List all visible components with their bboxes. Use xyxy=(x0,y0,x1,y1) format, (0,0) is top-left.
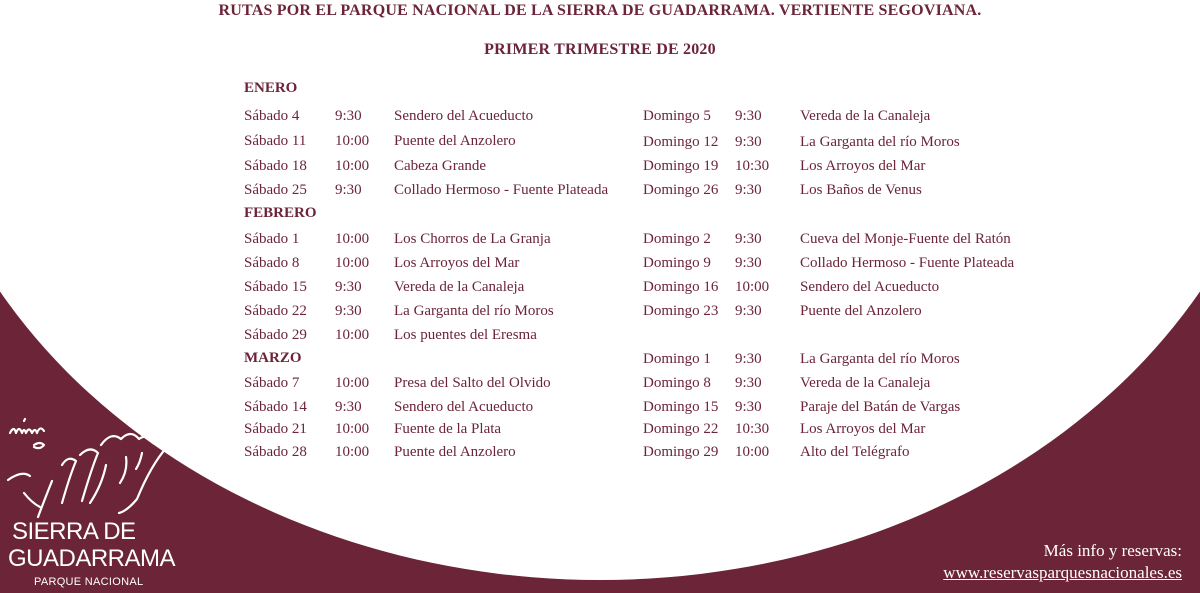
saturday-route: Los puentes del Eresma xyxy=(394,327,537,343)
saturday-time: 9:30 xyxy=(335,279,362,295)
sunday-day: Domingo 15 xyxy=(643,399,719,415)
sunday-time: 9:30 xyxy=(735,303,762,319)
page-subtitle: PRIMER TRIMESTRE DE 2020 xyxy=(484,41,716,58)
saturday-route: Puente del Anzolero xyxy=(394,444,516,460)
saturday-day: Sábado 14 xyxy=(244,399,307,415)
sunday-day: Domingo 22 xyxy=(643,421,719,437)
sunday-route: Los Arroyos del Mar xyxy=(800,158,926,174)
sunday-time: 9:30 xyxy=(735,182,762,198)
sunday-route: Alto del Telégrafo xyxy=(800,444,910,460)
sunday-time: 10:00 xyxy=(735,444,770,460)
saturday-route: Collado Hermoso - Fuente Plateada xyxy=(394,182,609,198)
sunday-time: 10:30 xyxy=(735,158,770,174)
sunday-day: Domingo 1 xyxy=(643,351,711,367)
sunday-route: La Garganta del río Moros xyxy=(800,134,960,150)
page-title: RUTAS POR EL PARQUE NACIONAL DE LA SIERRA DE GUADARRAMA. VERTIENTE SEGOVIANA. xyxy=(218,2,982,19)
sunday-day: Domingo 5 xyxy=(643,108,711,124)
saturday-time: 9:30 xyxy=(335,182,362,198)
saturday-route: La Garganta del río Moros xyxy=(394,303,554,319)
sunday-route: Cueva del Monje-Fuente del Ratón xyxy=(800,231,1011,247)
sunday-route: Vereda de la Canaleja xyxy=(800,108,931,124)
sunday-time: 9:30 xyxy=(735,134,762,150)
sunday-day: Domingo 12 xyxy=(643,134,719,150)
month-heading: ENERO xyxy=(244,80,298,96)
sunday-time: 9:30 xyxy=(735,255,762,271)
saturday-time: 10:00 xyxy=(335,421,370,437)
saturday-day: Sábado 18 xyxy=(244,158,307,174)
saturday-route: Puente del Anzolero xyxy=(394,133,516,149)
sunday-route: Vereda de la Canaleja xyxy=(800,375,931,391)
saturday-route: Cabeza Grande xyxy=(394,158,487,174)
sunday-day: Domingo 23 xyxy=(643,303,719,319)
logo-text-line3: PARQUE NACIONAL xyxy=(34,576,144,588)
sunday-time: 9:30 xyxy=(735,108,762,124)
sunday-time: 9:30 xyxy=(735,351,762,367)
saturday-time: 9:30 xyxy=(335,108,362,124)
saturday-time: 10:00 xyxy=(335,375,370,391)
sunday-time: 10:30 xyxy=(735,421,770,437)
sunday-day: Domingo 9 xyxy=(643,255,711,271)
sunday-route: Puente del Anzolero xyxy=(800,303,922,319)
saturday-day: Sábado 15 xyxy=(244,279,307,295)
sunday-day: Domingo 29 xyxy=(643,444,719,460)
saturday-route: Los Chorros de La Granja xyxy=(394,231,551,247)
saturday-day: Sábado 8 xyxy=(244,255,300,271)
saturday-day: Sábado 22 xyxy=(244,303,307,319)
saturday-day: Sábado 25 xyxy=(244,182,307,198)
saturday-route: Presa del Salto del Olvido xyxy=(394,375,551,391)
sunday-route: Los Arroyos del Mar xyxy=(800,421,926,437)
sunday-day: Domingo 8 xyxy=(643,375,711,391)
sunday-day: Domingo 2 xyxy=(643,231,711,247)
logo-text-line1: SIERRA DE xyxy=(12,518,136,545)
reservation-link[interactable]: www.reservasparquesnacionales.es xyxy=(943,563,1182,582)
saturday-time: 10:00 xyxy=(335,158,370,174)
saturday-day: Sábado 7 xyxy=(244,375,300,391)
sunday-day: Domingo 26 xyxy=(643,182,719,198)
saturday-day: Sábado 11 xyxy=(244,133,307,149)
sunday-day: Domingo 19 xyxy=(643,158,719,174)
sunday-day: Domingo 16 xyxy=(643,279,719,295)
saturday-time: 9:30 xyxy=(335,399,362,415)
saturday-route: Vereda de la Canaleja xyxy=(394,279,525,295)
saturday-time: 10:00 xyxy=(335,327,370,343)
saturday-day: Sábado 29 xyxy=(244,327,307,343)
saturday-day: Sábado 1 xyxy=(244,231,300,247)
sunday-route: Sendero del Acueducto xyxy=(800,279,940,295)
sunday-route: Paraje del Batán de Vargas xyxy=(800,399,961,415)
saturday-route: Los Arroyos del Mar xyxy=(394,255,520,271)
sunday-route: Collado Hermoso - Fuente Plateada xyxy=(800,255,1015,271)
saturday-time: 10:00 xyxy=(335,444,370,460)
sunday-time: 9:30 xyxy=(735,399,762,415)
month-heading: MARZO xyxy=(244,350,302,366)
month-heading: FEBRERO xyxy=(244,205,317,221)
saturday-time: 10:00 xyxy=(335,255,370,271)
sunday-time: 9:30 xyxy=(735,231,762,247)
saturday-day: Sábado 28 xyxy=(244,444,307,460)
saturday-time: 10:00 xyxy=(335,231,370,247)
sunday-time: 10:00 xyxy=(735,279,770,295)
logo-text-line2: GUADARRAMA xyxy=(8,545,176,572)
sunday-route: Los Baños de Venus xyxy=(800,182,922,198)
saturday-time: 9:30 xyxy=(335,303,362,319)
sunday-route: La Garganta del río Moros xyxy=(800,351,960,367)
saturday-route: Sendero del Acueducto xyxy=(394,399,534,415)
saturday-day: Sábado 21 xyxy=(244,421,307,437)
saturday-day: Sábado 4 xyxy=(244,108,300,124)
sunday-time: 9:30 xyxy=(735,375,762,391)
saturday-route: Fuente de la Plata xyxy=(394,421,502,437)
info-label: Más info y reservas: xyxy=(1043,541,1182,560)
saturday-route: Sendero del Acueducto xyxy=(394,108,534,124)
saturday-time: 10:00 xyxy=(335,133,370,149)
